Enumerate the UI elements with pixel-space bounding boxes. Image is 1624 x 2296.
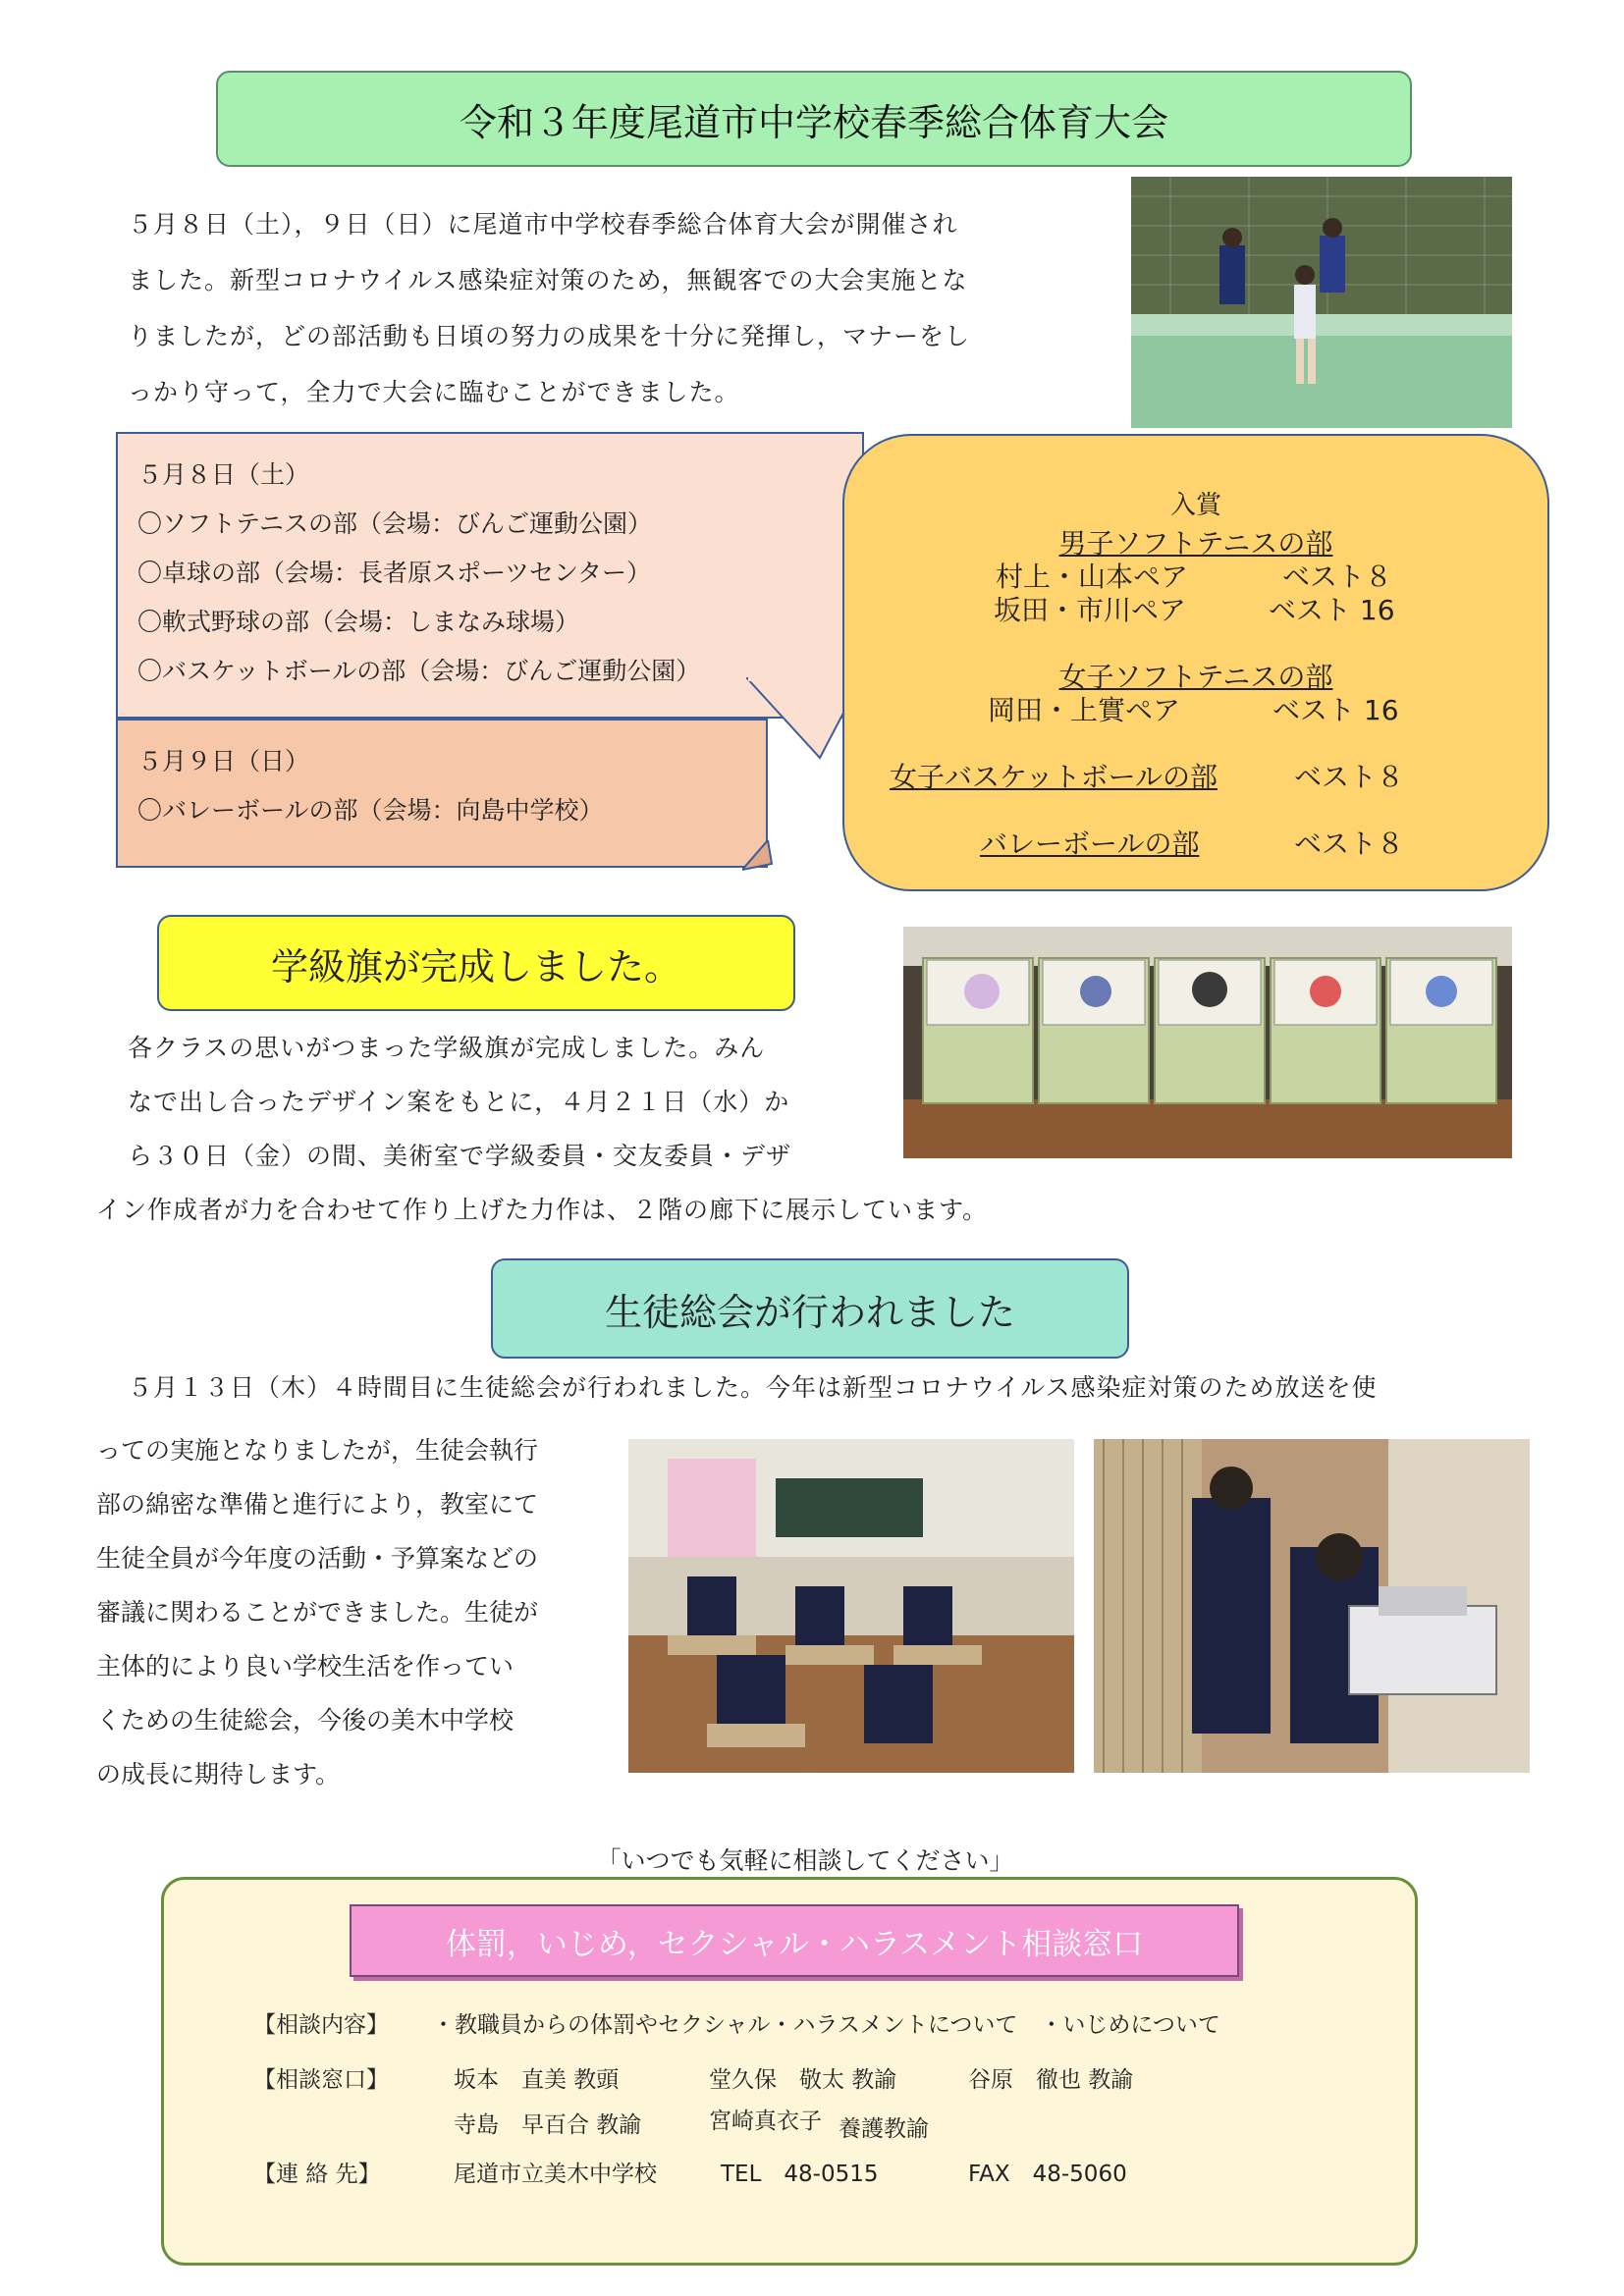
contact-person: 坂本 直美 教頭 bbox=[454, 2067, 620, 2093]
sports-meet-paragraph bbox=[128, 196, 1080, 420]
class-flags-paragraph bbox=[96, 1021, 1110, 1237]
paragraph-line: 各クラスの思いがつまった学級旗が完成しました。みん bbox=[128, 1034, 766, 1062]
section-title-text: 生徒総会が行われました bbox=[604, 1290, 1015, 1334]
schedule-event: 〇バスケットボールの部（会場：びんご運動公園） bbox=[137, 657, 701, 685]
paragraph-line: 生徒全員が今年度の活動・予算案などの bbox=[96, 1544, 539, 1573]
paragraph-line: 主体的により良い学校生活を作ってい bbox=[96, 1652, 514, 1681]
paragraph-line: の成長に期待します。 bbox=[96, 1760, 341, 1789]
award-category: 女子バスケットボールの部 bbox=[890, 761, 1218, 793]
award-result: ベスト８ bbox=[1282, 561, 1393, 593]
student-assembly-lead: ５月１３日（木）４時間目に生徒総会が行われました。今年は新型コロナウイルス感染症対策のため放送を使 bbox=[128, 1373, 1378, 1402]
award-team: 坂田・市川ペア bbox=[994, 594, 1187, 626]
label-content: 【相談内容】 bbox=[253, 2012, 389, 2038]
award-category: 男子ソフトテニスの部 bbox=[1058, 527, 1333, 560]
schedule-event: 〇卓球の部（会場：長者原スポーツセンター） bbox=[137, 559, 652, 587]
tennis-photo bbox=[1131, 177, 1512, 428]
section-title-class-flags bbox=[157, 915, 795, 1011]
contact-person: 寺島 早百合 教諭 bbox=[454, 2112, 642, 2138]
phone-number: TEL 48-0515 bbox=[721, 2162, 879, 2187]
paragraph-line: っての実施となりましたが，生徒会執行 bbox=[96, 1436, 539, 1465]
schedule-day2-callout bbox=[116, 719, 768, 868]
paragraph-line: ５月８日（土），９日（日）に尾道市中学校春季総合体育大会が開催され bbox=[128, 210, 958, 239]
section-title-student-assembly bbox=[491, 1258, 1129, 1359]
schedule-day1-callout bbox=[116, 432, 864, 719]
fax-number: FAX 48-5060 bbox=[968, 2162, 1127, 2187]
contact-role: 養護教諭 bbox=[839, 2116, 929, 2142]
consultation-title-text: 体罰，いじめ，セクシャル・ハラスメント相談窓口 bbox=[445, 1926, 1144, 1962]
awards-box bbox=[842, 434, 1549, 891]
label-contact: 【連 絡 先】 bbox=[253, 2162, 381, 2187]
award-team: 岡田・上實ペア bbox=[988, 694, 1181, 726]
section-title-text: 学級旗が完成しました。 bbox=[270, 944, 681, 988]
contact-person: 堂久保 敬太 教諭 bbox=[709, 2067, 897, 2093]
contact-person: 谷原 徹也 教諭 bbox=[968, 2067, 1134, 2093]
schedule-event: 〇ソフトテニスの部（会場：びんご運動公園） bbox=[137, 509, 653, 538]
schedule-event: 〇軟式野球の部（会場：しまなみ球場） bbox=[137, 608, 580, 636]
award-result: ベスト８ bbox=[1294, 761, 1405, 793]
paragraph-line: 部の綿密な準備と進行により，教室にて bbox=[96, 1490, 539, 1519]
paragraph-line: なで出し合ったデザイン案をもとに，４月２１日（水）か bbox=[128, 1088, 790, 1116]
section-title-sports-meet bbox=[216, 71, 1412, 167]
school-name: 尾道市立美木中学校 bbox=[454, 2162, 657, 2187]
label-window: 【相談窓口】 bbox=[253, 2067, 389, 2093]
award-result: ベスト８ bbox=[1294, 828, 1405, 860]
contact-person: 宮崎真衣子 bbox=[709, 2109, 822, 2134]
paragraph-line: ら３０日（金）の間、美術室で学級委員・交友委員・デザ bbox=[128, 1142, 792, 1170]
award-result: ベスト 16 bbox=[1269, 594, 1395, 626]
consultation-title bbox=[350, 1904, 1239, 1977]
page-curl bbox=[742, 840, 776, 874]
award-result: ベスト 16 bbox=[1272, 694, 1399, 726]
consultation-content: ・教職員からの体罰やセクシャル・ハラスメントについて ・いじめについて bbox=[432, 2012, 1220, 2038]
schedule-date: ５月８日（土） bbox=[137, 460, 310, 489]
schedule-event: 〇バレーボールの部（会場：向島中学校） bbox=[137, 796, 604, 825]
paragraph-line: 審議に関わることができました。生徒が bbox=[96, 1598, 539, 1627]
paragraph-line: ました。新型コロナウイルス感染症対策のため，無観客での大会実施とな bbox=[128, 266, 968, 294]
schedule-date: ５月９日（日） bbox=[137, 747, 310, 775]
broadcast-room-photo bbox=[1094, 1439, 1530, 1773]
consultation-header: 「いつでも気軽に相談してください」 bbox=[596, 1846, 1014, 1875]
award-category: バレーボールの部 bbox=[980, 828, 1200, 860]
paragraph-line: りましたが，どの部活動も日頃の努力の成果を十分に発揮し，マナーをし bbox=[128, 322, 971, 350]
paragraph-line: イン作成者が力を合わせて作り上げた力作は、２階の廊下に展示しています。 bbox=[96, 1196, 989, 1224]
paragraph-line: くための生徒総会，今後の美木中学校 bbox=[96, 1706, 514, 1735]
award-category: 女子ソフトテニスの部 bbox=[1058, 661, 1333, 693]
awards-heading: 入賞 bbox=[1169, 491, 1221, 520]
award-team: 村上・山本ペア bbox=[996, 561, 1189, 593]
classroom-photo bbox=[628, 1439, 1074, 1773]
paragraph-line: っかり守って，全力で大会に臨むことができました。 bbox=[128, 378, 740, 406]
section-title-text: 令和３年度尾道市中学校春季総合体育大会 bbox=[459, 100, 1168, 144]
student-assembly-paragraph bbox=[96, 1423, 607, 1801]
